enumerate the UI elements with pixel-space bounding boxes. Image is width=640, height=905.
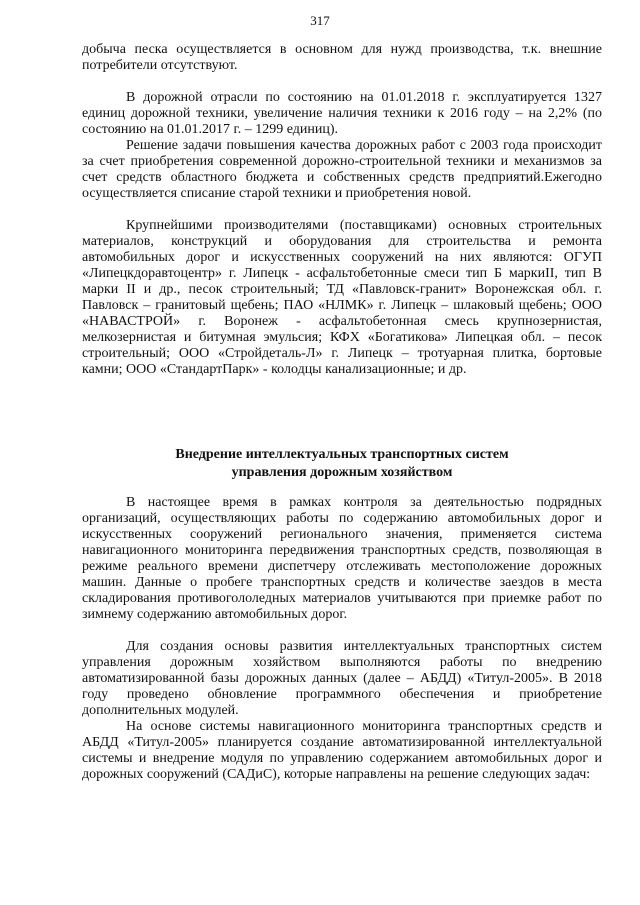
paragraph-quality-improvement: Решение задачи повышения качества дорожных работ с 2003 года происходит за счет приобретения современной дорожно-строительной техники и механизмов за счет средств областного бюджета и собственных средств предприятий.Ежегодно осуществляется списание старой техники и приобретения новой.	[82, 138, 602, 201]
paragraph-navigation-monitoring: В настоящее время в рамках контроля за деятельностью подрядных организаций, осуществляющих работы по содержанию автомобильных дорог и искусственных сооружений регионального значения, применяется система навигационного мониторинга передвижения транспортных средств, позволяющая в режиме реального времени диспетчеру отслеживать местоположение дорожных машин. Данные о пробеге транспортных средств и количестве заездов в места складирования противогололедных материалов учитываются при приемке работ по зимнему содержанию автомобильных дорог.	[82, 495, 602, 622]
paragraph-road-equipment: В дорожной отрасли по состоянию на 01.01.2018 г. эксплуатируется 1327 единиц дорожной техники, увеличение наличия техники к 2016 году – на 2,2% (по состоянию на 01.01.2017 г. – 1299 единиц).	[82, 90, 602, 137]
section-heading-line-2: управления дорожным хозяйством	[231, 465, 453, 480]
page-number: 317	[310, 13, 330, 28]
paragraph-suppliers: Крупнейшими производителями (поставщиками) основных строительных материалов, конструкций и оборудования для строительства и ремонта автомобильных дорог и искусственных сооружений на них являются: ОГУП «Липецкдоравтоцентр» г. Липецк - асфальтобетонные смеси тип Б маркиII, тип В марки II и др., песок строительный; ТД «Павловск-гранит» Воронежская обл. г. Павловск – гранитовый щебень; ПАО «НЛМК» г. Липецк – шлаковый щебень; ООО «НАВАСТРОЙ» г. Воронеж - асфальтобетонная смесь крупнозернистая, мелкозернистая и битумная эмульсия; КФХ «Богатикова» Липецкая обл. – песок строительный; ООО «Стройдеталь-Л» г. Липецк – тротуарная плитка, бортовые камни; ООО «СтандартПарк» - колодцы канализационные; и др.	[82, 218, 602, 377]
section-heading-line-1: Внедрение интеллектуальных транспортных систем	[175, 447, 509, 462]
paragraph-intelligent-system: На основе системы навигационного мониторинга транспортных средств и АБДД «Титул-2005» планируется создание автоматизированной интеллектуальной системы и внедрение модуля по управлению содержанием автомобильных дорог и дорожных сооружений (САДиС), которые направлены на решение следующих задач:	[82, 719, 602, 782]
paragraph-road-database: Для создания основы развития интеллектуальных транспортных систем управления дорожным хозяйством выполняются работы по внедрению автоматизированной базы дорожных данных (далее – АБДД) «Титул-2005». В 2018 году проведено обновление программного обеспечения и приобретение дополнительных модулей.	[82, 639, 602, 718]
paragraph-sand-extraction: добыча песка осуществляется в основном для нужд производства, т.к. внешние потребители отсутствуют.	[82, 42, 602, 73]
section-heading	[82, 446, 602, 482]
